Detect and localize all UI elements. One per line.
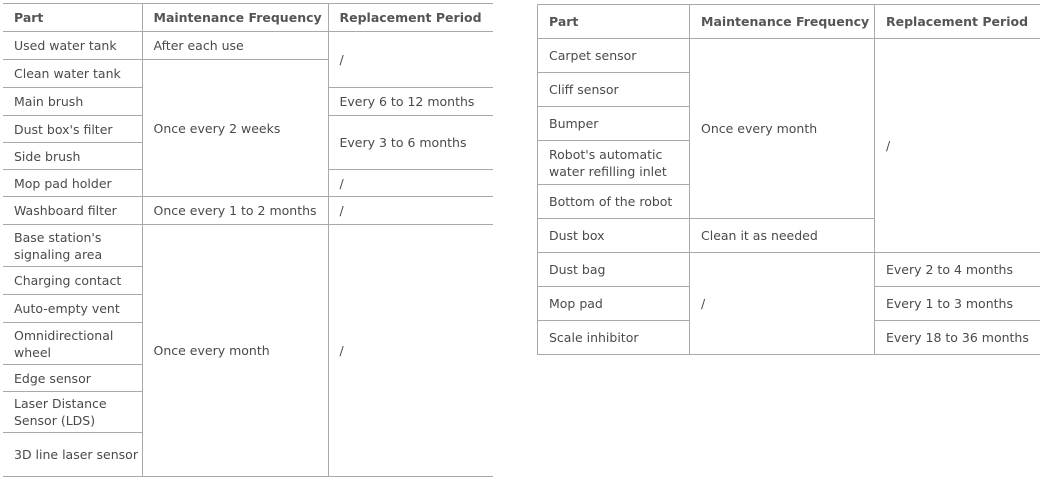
table-row — [3, 32, 493, 60]
part-cell: Bumper — [538, 107, 690, 141]
frequency-cell: Once every month — [142, 225, 328, 477]
part-cell: Dust box's filter — [3, 116, 142, 143]
frequency-cell: Once every month — [690, 39, 875, 219]
part-cell: Edge sensor — [3, 365, 142, 392]
part-cell: Laser Distance Sensor (LDS) — [3, 392, 142, 433]
header-part: Part — [538, 5, 690, 39]
header-maintenance-frequency: Maintenance Frequency — [142, 4, 328, 32]
part-cell: Scale inhibitor — [538, 321, 690, 355]
table-row — [538, 39, 1041, 73]
table-row — [538, 253, 1041, 287]
header-maintenance-frequency: Maintenance Frequency — [690, 5, 875, 39]
table-row — [3, 197, 493, 225]
frequency-cell: Once every 1 to 2 months — [142, 197, 328, 225]
frequency-cell: After each use — [142, 32, 328, 60]
part-cell: Dust bag — [538, 253, 690, 287]
header-replacement-period: Replacement Period — [328, 4, 493, 32]
part-cell: Robot's automatic water refilling inlet — [538, 141, 690, 185]
part-cell: Side brush — [3, 143, 142, 170]
replacement-cell: / — [328, 197, 493, 225]
part-cell: Mop pad holder — [3, 170, 142, 197]
part-cell: Mop pad — [538, 287, 690, 321]
frequency-cell: Once every 2 weeks — [142, 60, 328, 197]
replacement-cell: Every 3 to 6 months — [328, 116, 493, 170]
replacement-cell: Every 6 to 12 months — [328, 88, 493, 116]
part-cell: Bottom of the robot — [538, 185, 690, 219]
frequency-cell: Clean it as needed — [690, 219, 875, 253]
table-header-row — [3, 4, 493, 32]
replacement-cell: Every 18 to 36 months — [875, 321, 1041, 355]
replacement-cell: / — [328, 225, 493, 477]
part-cell: Washboard filter — [3, 197, 142, 225]
part-cell: Clean water tank — [3, 60, 142, 88]
replacement-cell: / — [328, 170, 493, 197]
replacement-cell: Every 2 to 4 months — [875, 253, 1041, 287]
replacement-cell: / — [875, 39, 1041, 253]
maintenance-table-left — [3, 3, 493, 477]
part-cell: Used water tank — [3, 32, 142, 60]
part-cell: 3D line laser sensor — [3, 433, 142, 477]
header-part: Part — [3, 4, 142, 32]
part-cell: Dust box — [538, 219, 690, 253]
part-cell: Cliff sensor — [538, 73, 690, 107]
frequency-cell: / — [690, 253, 875, 355]
part-cell: Main brush — [3, 88, 142, 116]
header-replacement-period: Replacement Period — [875, 5, 1041, 39]
table-row — [3, 225, 493, 267]
part-cell: Carpet sensor — [538, 39, 690, 73]
part-cell: Base station's signaling area — [3, 225, 142, 267]
replacement-cell: Every 1 to 3 months — [875, 287, 1041, 321]
part-cell: Omnidirectional wheel — [3, 323, 142, 365]
replacement-cell: / — [328, 32, 493, 88]
table-header-row — [538, 5, 1041, 39]
maintenance-table-right — [537, 4, 1040, 355]
part-cell: Charging contact — [3, 267, 142, 295]
part-cell: Auto-empty vent — [3, 295, 142, 323]
